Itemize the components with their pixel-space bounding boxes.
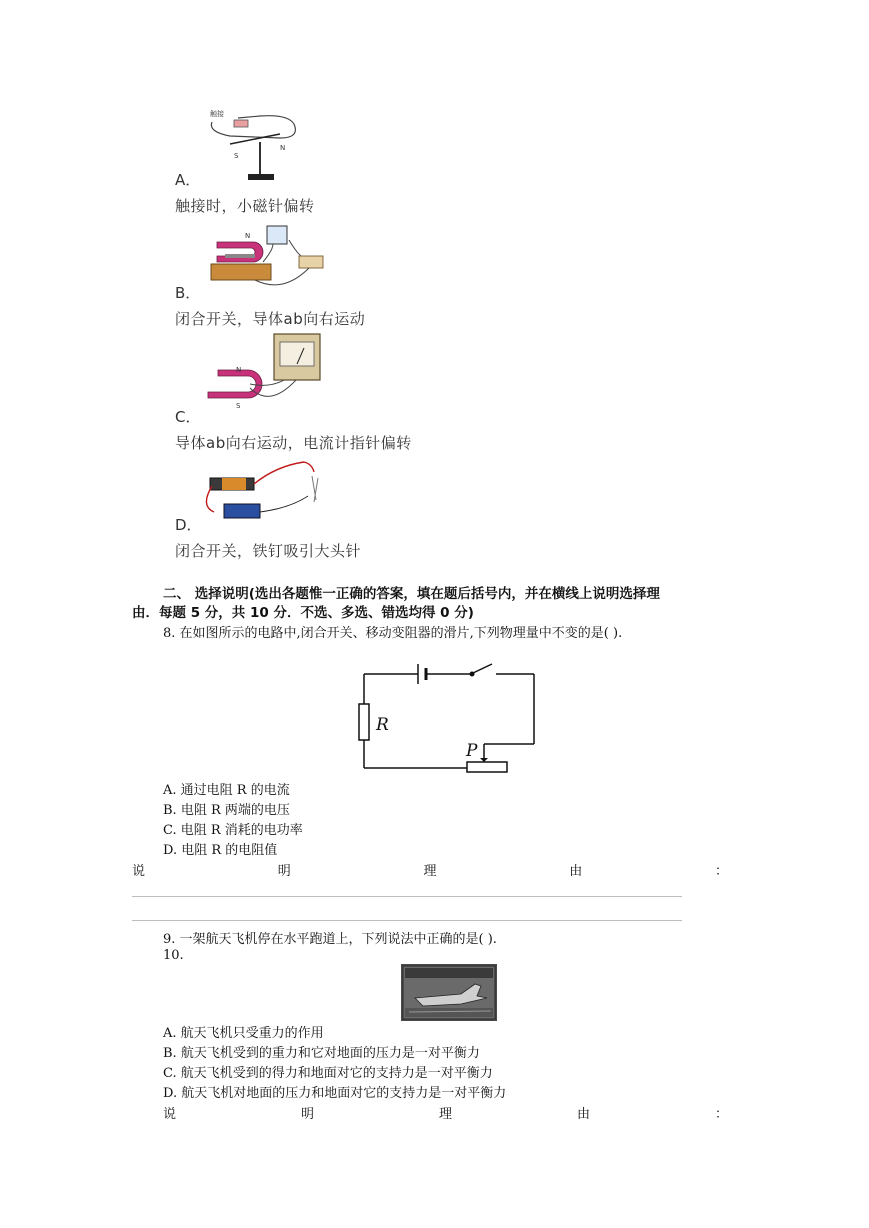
q9-choice-c: C. 航天飞机受到的得力和地面对它的支持力是一对平衡力	[163, 1066, 493, 1081]
reason-char: 理	[423, 864, 437, 879]
reason-char: 理	[438, 1107, 452, 1122]
option-c-caption: 导体ab向右运动，电流计指针偏转	[175, 434, 412, 452]
figure-d-electromagnet	[200, 456, 330, 528]
option-d-letter: D．	[175, 516, 202, 534]
option-a-letter: A．	[175, 171, 201, 189]
option-a-caption: 触接时，小磁针偏转	[175, 197, 315, 215]
reason-char: 由	[569, 864, 583, 879]
q9-reason-prompt	[163, 1103, 728, 1122]
section-2-heading-line2: 由．每题 5 分，共 10 分．不选、多选、错选均得 0 分)	[132, 605, 474, 621]
q8-choice-c: C. 电阻 R 消耗的电功率	[163, 823, 303, 838]
q8-choice-d: D. 电阻 R 的电阻值	[163, 843, 278, 858]
option-b-letter: B．	[175, 284, 201, 302]
figure-a-label-n: N	[280, 144, 286, 152]
figure-c-label-s: S	[236, 402, 241, 410]
figure-c-label-n: N	[236, 366, 242, 374]
option-d-caption: 闭合开关，铁钉吸引大头针	[175, 542, 362, 560]
reason-char: ：	[714, 1107, 728, 1122]
reason-char: 由	[576, 1107, 590, 1122]
figure-b-label-n: N	[245, 232, 251, 240]
figure-b-motor-setup	[203, 220, 333, 295]
section-2-heading-line1: 二、 选择说明(选出各题惟一正确的答案，填在题后括号内，并在横线上说明选择理	[163, 586, 660, 602]
reason-char: 说	[163, 1107, 177, 1122]
reason-char: ：	[714, 864, 728, 879]
q9-choice-d: D. 航天飞机对地面的压力和地面对它的支持力是一对平衡力	[163, 1086, 507, 1101]
q8-stem: 8. 在如图所示的电路中,闭合开关、移动变阻器的滑片,下列物理量中不变的是( ).	[163, 626, 623, 641]
figure-c-galvanometer	[200, 332, 330, 412]
q9-stem: 9. 一架航天飞机停在水平跑道上，下列说法中正确的是( ).	[163, 932, 497, 947]
reason-char: 说	[132, 864, 146, 879]
slider-label: P	[466, 741, 478, 761]
q9-choice-b: B. 航天飞机受到的重力和它对地面的压力是一对平衡力	[163, 1046, 480, 1061]
q8-choice-a: A. 通过电阻 R 的电流	[163, 783, 290, 798]
resistor-label: R	[376, 715, 389, 735]
figure-a-label-s: S	[234, 152, 239, 160]
reason-char: 明	[277, 864, 291, 879]
figure-a-compass-wire	[200, 104, 310, 184]
option-c-letter: C．	[175, 408, 201, 426]
q8-choice-b: B. 电阻 R 两端的电压	[163, 803, 290, 818]
figure-a-label-touch: 触接	[210, 110, 224, 118]
q8-answer-line-1[interactable]	[132, 896, 682, 897]
q8-circuit-diagram	[352, 660, 542, 776]
q8-answer-line-2[interactable]	[132, 920, 682, 921]
option-b-caption: 闭合开关，导体ab向右运动	[175, 310, 366, 328]
q9-choice-a: A. 航天飞机只受重力的作用	[163, 1026, 324, 1041]
q10-number: 10.	[163, 948, 184, 963]
space-shuttle-image	[401, 964, 497, 1021]
q8-reason-prompt	[132, 860, 728, 879]
reason-char: 明	[300, 1107, 314, 1122]
